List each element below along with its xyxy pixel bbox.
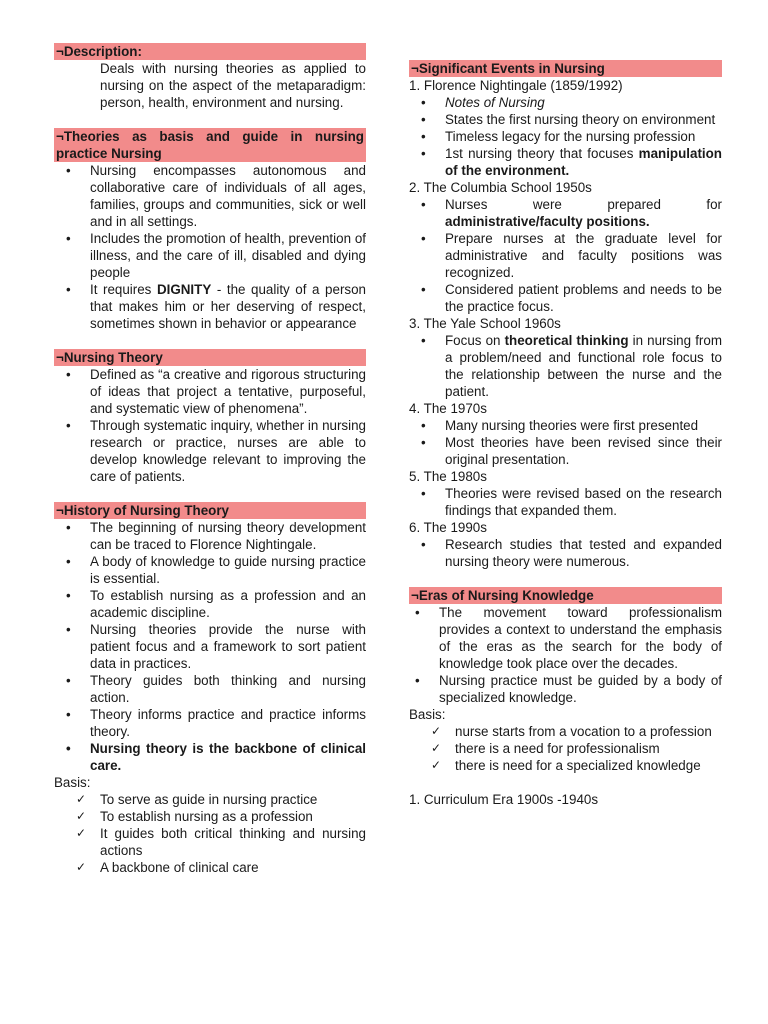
list-item: • To establish nursing as a profession and an academic discipline. bbox=[54, 587, 366, 621]
eras-checklist bbox=[409, 723, 722, 774]
list-item: • Theories were revised based on the research findings that expanded them. bbox=[409, 485, 722, 519]
list-item: • Nursing encompasses autonomous and collaborative care of individuals of all ages, families, groups and communities, sick or well and in all settings. bbox=[54, 162, 366, 230]
event-title: 2. The Columbia School 1950s bbox=[409, 180, 592, 195]
list-item: • Nursing theories provide the nurse with patient focus and a framework to sort patient data in practices. bbox=[54, 621, 366, 672]
check-item: ✓ It guides both critical thinking and nursing actions bbox=[54, 825, 366, 859]
list-item: • Includes the promotion of health, prevention of illness, and the care of ill, disabled and dying people bbox=[54, 230, 366, 281]
basis-label: Basis: bbox=[54, 775, 91, 790]
list-item: • Notes of Nursing bbox=[409, 94, 722, 111]
check-item: ✓ nurse starts from a vocation to a profession bbox=[409, 723, 722, 740]
list-item: • Theory guides both thinking and nursing action. bbox=[54, 672, 366, 706]
list-item: • Focus on theoretical thinking in nursing from a problem/need and functional role focus to the relationship between the nurse and the patient. bbox=[409, 332, 722, 400]
basis-label: Basis: bbox=[409, 707, 446, 722]
left-column bbox=[54, 43, 366, 876]
event-title: 1. Florence Nightingale (1859/1992) bbox=[409, 78, 623, 93]
check-item: ✓ A backbone of clinical care bbox=[54, 859, 366, 876]
list-item: • States the first nursing theory on environment bbox=[409, 111, 722, 128]
list-item: • Research studies that tested and expanded nursing theory were numerous. bbox=[409, 536, 722, 570]
list-item: • The movement toward professionalism provides a context to understand the emphasis of the eras as the search for the body of knowledge took place over the decades. bbox=[409, 604, 722, 672]
nursing-theory-heading: ¬Nursing Theory bbox=[54, 349, 366, 366]
check-item: ✓ To serve as guide in nursing practice bbox=[54, 791, 366, 808]
list-item: • Nursing theory is the backbone of clinical care. bbox=[54, 740, 366, 774]
event-list bbox=[409, 332, 722, 400]
check-item: ✓ there is a need for professionalism bbox=[409, 740, 722, 757]
theories-basis-heading: ¬Theories as basis and guide in nursing practice Nursing bbox=[56, 129, 364, 161]
description-heading: ¬Description: bbox=[54, 43, 366, 60]
list-item: • A body of knowledge to guide nursing practice is essential. bbox=[54, 553, 366, 587]
event-title: 6. The 1990s bbox=[409, 520, 487, 535]
history-list bbox=[54, 519, 366, 774]
event-list bbox=[409, 536, 722, 570]
list-item: • Through systematic inquiry, whether in nursing research or practice, nurses are able to develop knowledge relevant to improving the care of patients. bbox=[54, 417, 366, 485]
event-title: 3. The Yale School 1960s bbox=[409, 316, 561, 331]
basis-checklist bbox=[54, 791, 366, 876]
eras-heading: ¬Eras of Nursing Knowledge bbox=[409, 587, 722, 604]
list-item: • Nurses were prepared for administrative/faculty positions. bbox=[409, 196, 722, 230]
check-item: ✓ To establish nursing as a profession bbox=[54, 808, 366, 825]
description-text: Deals with nursing theories as applied to nursing on the aspect of the metaparadigm: person, health, environment and nursing. bbox=[100, 61, 366, 110]
right-column bbox=[409, 60, 722, 808]
theories-basis-list bbox=[54, 162, 366, 332]
list-item: • Timeless legacy for the nursing profession bbox=[409, 128, 722, 145]
event-title: 4. The 1970s bbox=[409, 401, 487, 416]
eras-list bbox=[409, 604, 722, 706]
list-item: • Prepare nurses at the graduate level for administrative and faculty positions was recognized. bbox=[409, 230, 722, 281]
list-item: • It requires DIGNITY - the quality of a person that makes him or her deserving of respect, sometimes shown in behavior or appearance bbox=[54, 281, 366, 332]
list-item: • Most theories have been revised since their original presentation. bbox=[409, 434, 722, 468]
list-item: • Theory informs practice and practice informs theory. bbox=[54, 706, 366, 740]
list-item: • Many nursing theories were first presented bbox=[409, 417, 722, 434]
list-item: • Nursing practice must be guided by a body of specialized knowledge. bbox=[409, 672, 722, 706]
curriculum-era: 1. Curriculum Era 1900s -1940s bbox=[409, 792, 599, 807]
history-heading: ¬History of Nursing Theory bbox=[54, 502, 366, 519]
event-list bbox=[409, 417, 722, 468]
event-list bbox=[409, 94, 722, 179]
event-list bbox=[409, 196, 722, 315]
check-item: ✓ there is need for a specialized knowledge bbox=[409, 757, 722, 774]
list-item: • Considered patient problems and needs to be the practice focus. bbox=[409, 281, 722, 315]
event-title: 5. The 1980s bbox=[409, 469, 487, 484]
events-heading: ¬Significant Events in Nursing bbox=[409, 60, 722, 77]
list-item: • Defined as “a creative and rigorous structuring of ideas that project a tentative, purposeful, and systematic view of phenomena”. bbox=[54, 366, 366, 417]
list-item: • The beginning of nursing theory development can be traced to Florence Nightingale. bbox=[54, 519, 366, 553]
nursing-theory-list bbox=[54, 366, 366, 485]
list-item: • 1st nursing theory that focuses manipulation of the environment. bbox=[409, 145, 722, 179]
event-list bbox=[409, 485, 722, 519]
